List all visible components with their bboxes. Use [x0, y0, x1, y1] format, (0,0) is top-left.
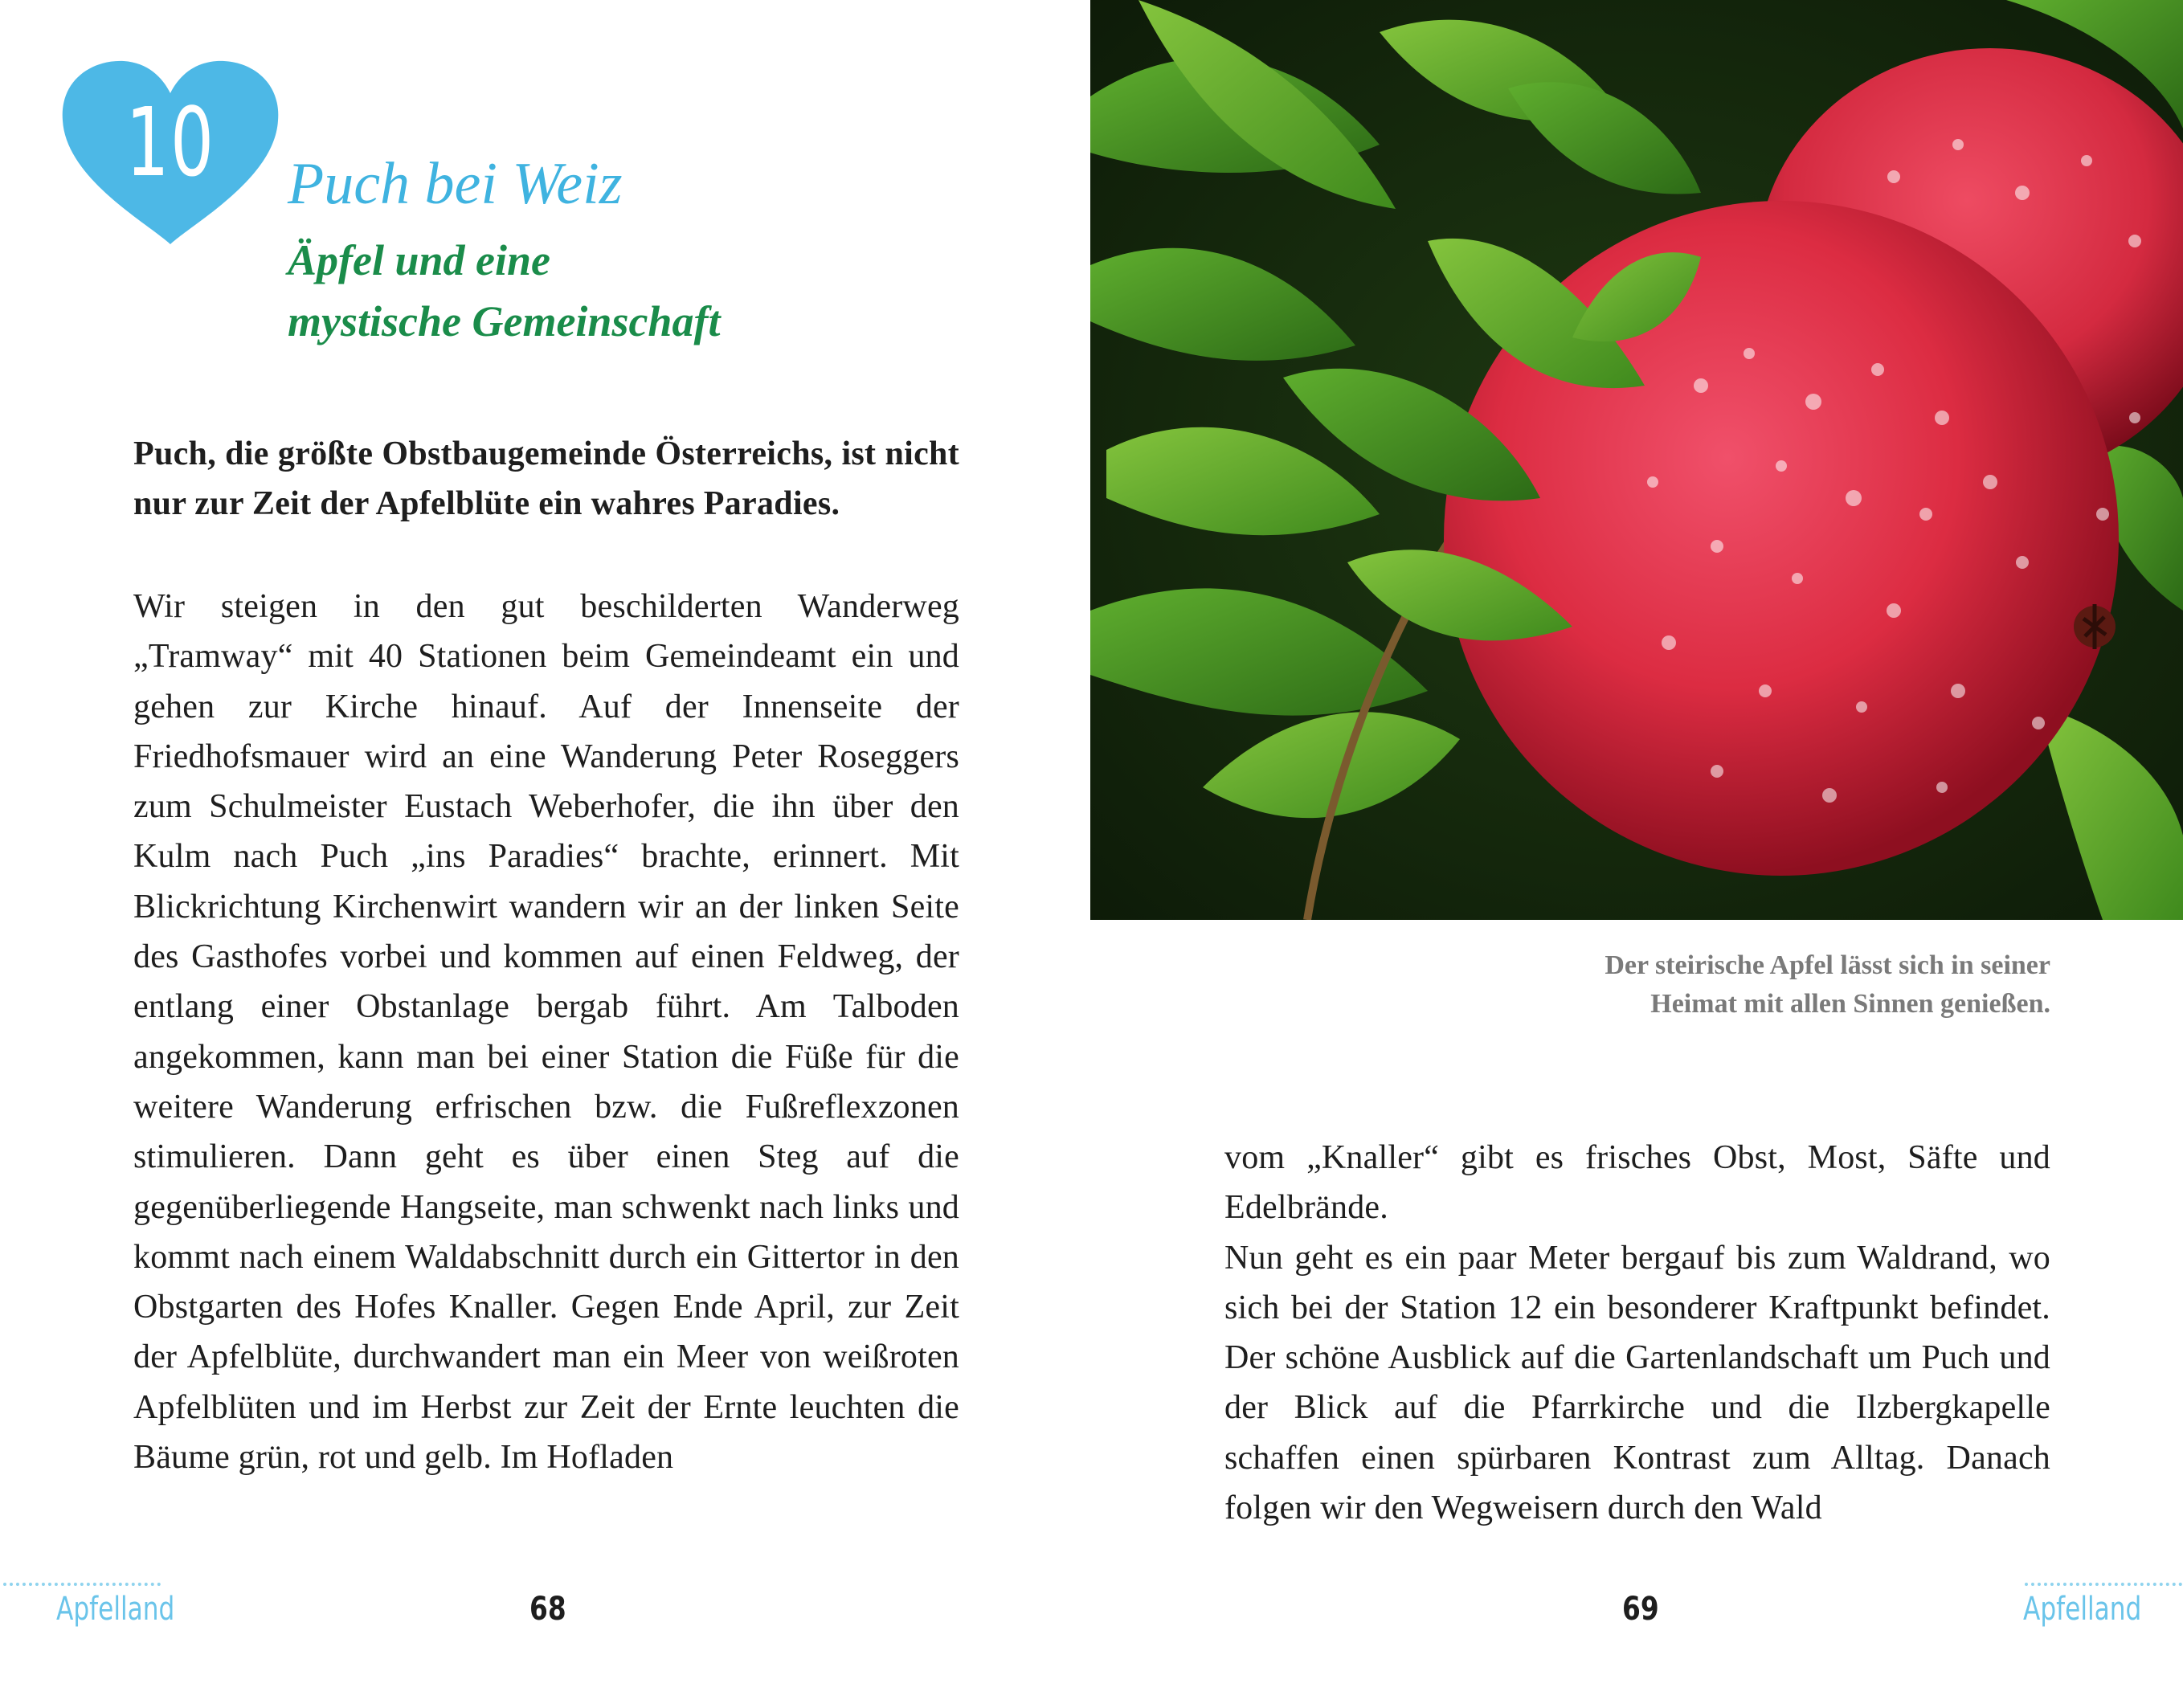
lead-paragraph: Puch, die größte Obstbaugemeinde Österreichs, ist nicht nur zur Zeit der Apfelblüte ein wahres Paradies. [133, 435, 959, 522]
apple-photo [1090, 0, 2183, 920]
right-body-text [1224, 1133, 2050, 1533]
photo-caption [1494, 946, 2050, 1024]
right-paragraph-2: Nun geht es ein paar Meter bergauf bis zum Waldrand, wo sich bei der Station 12 ein besonderer Kraftpunkt befindet. Der schöne Ausblick auf die Gartenlandschaft um Puch und der Blick auf die Pfarrkirche und die Ilzbergkapelle schaffen einen spürbaren Kontrast zum Alltag. Danach folgen wir den Wegweisern durch den Wald [1224, 1239, 2050, 1527]
right-paragraph-1: vom „Knaller“ gibt es frisches Obst, Most, Säfte und Edelbrände. [1224, 1139, 2050, 1227]
subtitle-line-1: Äpfel und eine [288, 236, 551, 284]
chapter-title: Puch bei Weiz [288, 151, 623, 217]
footer-section-label-right: Apfelland [2023, 1591, 2142, 1628]
subtitle-line-2: mystische Gemeinschaft [288, 297, 721, 345]
chapter-number: 10 [125, 87, 215, 198]
footer-dotted-rule-left [3, 1583, 161, 1586]
caption-line-1: Der steirische Apfel lässt sich in seiner [1605, 950, 2050, 980]
footer-section-label-left: Apfelland [56, 1591, 175, 1628]
caption-line-2: Heimat mit allen Sinnen genießen. [1650, 989, 2050, 1019]
chapter-subtitle [288, 230, 850, 352]
footer-dotted-rule-right [2025, 1583, 2182, 1586]
left-body-text: Wir steigen in den gut beschilderten Wanderweg „Tramway“ mit 40 Stationen beim Gemeindeamt ein und gehen zur Kirche hinauf. Auf der Innenseite der Friedhofsmauer wird an eine Wanderung Peter Roseggers zum Schulmeister Eustach Weberhofer, die ihn über den Kulm nach Puch „ins Paradies“ brachte, erinnert. Mit Blickrichtung Kirchenwirt wandern wir an der linken Seite des Gasthofes vorbei und kommen auf einen Feldweg, der entlang einer Obstanlage bergab führt. Am Talboden angekommen, kann man bei einer Station die Füße für die weitere Wanderung erfrischen bzw. die Fußreflexzonen stimulieren. Dann geht es über einen Steg auf die gegenüberliegende Hangseite, man schwenkt nach links und kommt nach einem Waldabschnitt durch ein Gittertor in den Obstgarten des Hofes Knaller. Gegen Ende April, zur Zeit der Apfelblüte, durchwandert man ein Meer von weißroten Apfelblüten und im Herbst zur Zeit der Ernte leuchten die Bäume grün, rot und gelb. Im Hofladen [133, 588, 959, 1477]
page-number-right: 69 [1622, 1591, 1659, 1628]
page-number-left: 68 [529, 1591, 566, 1628]
